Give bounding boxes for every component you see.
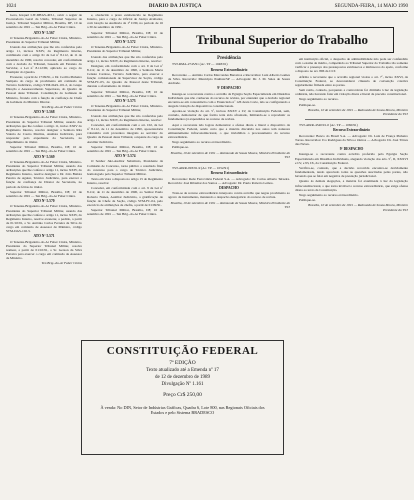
paragraph: Nego seguimento ao recurso extraordinário. xyxy=(299,192,359,197)
paragraph: Nego seguimento ao recurso. xyxy=(299,97,339,102)
paragraph: O Senhor Juiz-Auditor Substituto, Presidente da Comissão de Concurso, torna público o resultado final do concurso para o cargo de Técnico Judiciário, homologado pelo Superior Tribunal Militar. xyxy=(87,159,163,176)
paragraph: Publique-se. xyxy=(172,145,189,150)
act-heading: ATO Nº 5.569 xyxy=(33,154,55,159)
paragraph: Usando das atribuições que lhe são conferidas pelo artigo 11, inciso XXIV, do Regimento Interno, resolve: xyxy=(87,113,163,122)
signature: Brasília, 10 de setembro de 1991 — Raimundo de Souza Moura, Ministro Presidente do TST xyxy=(308,203,408,212)
paragraph: Conceder, em conformidade com o art. 9 da Lei nº 8.112, de 11 de dezembro de 1990, ao Senhor Paulo Roberto Nunes, Auxiliar Judiciário, a gratificação de função de Chefe de Seção, código STM-FC-04, pelo exercício de atribuições de chefia, a partir de 01/09/91. xyxy=(87,186,163,207)
case-number: TST-AIRR-4340/91-0 (Ac. TP — 1060/91) xyxy=(299,123,358,128)
paragraph: e, obedecido o prazo estabelecido no Regimento Interno, para o cargo de Oficial de Justiça Avaliador, com lotação na Auditoria da 1ª CJM, no período de 16 a 30 de setembro de 1991. xyxy=(87,13,163,30)
constitution-advertisement xyxy=(81,340,284,455)
paragraph: Usando das atribuições que lhe são conferidas pelo artigo 11, inciso XXIV, do Regimento Interno, resolve: xyxy=(87,54,163,63)
act-heading: ATO Nº 5.570 xyxy=(33,199,55,204)
case-number: TST-RMA-2745/91 (Ac. TP — 1048/91) xyxy=(172,62,228,67)
paragraph: Nego seguimento ao recurso extraordinário. xyxy=(172,140,232,145)
signature: Brasília, 10 de setembro de 1991 — Raimundo de Souza Moura, Ministro Presidente do TST xyxy=(170,200,290,209)
act-heading: ATO Nº 5.568 xyxy=(33,110,55,115)
act-heading: ATO Nº 5.572 xyxy=(114,39,136,44)
paragraph: O Tenente-Brigadeiro-do-Ar Faber Cintra, Ministro-Presidente do Superior Tribunal Militar, usando das atribuições que lhe confere o artigo 11, inciso XXIV, do Regimento Interno, resolve designar o Dr. João Batista Pereira de Aguiar, Técnico Judiciário, para exercer a função de confiança de Diretor de Secretaria, no período de férias do titular. xyxy=(6,159,82,189)
paragraph: O Tenente-Brigadeiro-do-Ar Faber Cintra, Ministro-Presidente do Superior Tribunal Militar, usando das atribuições que lhe confere o artigo 11, inciso XXIV, do Regimento Interno, resolve exonerar, a pedido, a partir de 01/10/91, o Sr. Antônio Carlos Ferreira da Silva do cargo em comissão de Assessor de Ministro, código STM-DAS-102.3. xyxy=(6,204,82,234)
divider xyxy=(178,162,280,163)
ad-edition: 7ª EDIÇÃO xyxy=(169,360,196,366)
paragraph: Quanto às demais alegações, a matéria foi examinada à luz da legislação infraconstitucional, o que torna inviável o recurso extraordinário, que exige ofensa direta ao texto da Constituição. xyxy=(295,179,408,192)
paragraph: Designar, em conformidade com o art. 9 da Lei nº 8.112, de 11 de dezembro de 1990, a Senhora Maria Celeste Cardoso, Técnico Judiciário, para exercer a função comissionada de Supervisor de Seção, código STM-FC-05, do Quadro de Pessoal deste Tribunal, durante o afastamento do titular. xyxy=(87,63,163,89)
signature: Ten Brig.-do-Ar Faber Cintra xyxy=(41,104,82,109)
ad-price: Preço Cr$ 250,00 xyxy=(163,392,202,398)
page-number: 1024 xyxy=(6,4,16,9)
journal-title: DIARIO DA JUSTIÇA xyxy=(148,4,202,9)
paragraph: O Tenente-Brigadeiro-do-Ar Faber Cintra, Ministro-Presidente do Superior Tribunal Militar, resolve nomear, a partir de 01/10/91, o Sr. Gerson da Silva Ferreira para exercer o cargo em comissão de Assessor de Ministro. xyxy=(6,239,82,260)
paragraph: Gera, Izaquel LIT-DHAS-403.1, ouvir o seguir de Procuradoria Geral da União, Tribunal Superior de Justiça. Tribunal Superior Militar, Brasília, DF, 10 de setembro de 1991 — Ten Brig.-do-Ar Faber Cintra. xyxy=(6,13,82,30)
act-heading: ATO Nº 5.574 xyxy=(114,154,136,159)
case-subtitle: Recurso Extraordinário xyxy=(210,171,248,176)
ad-sale-info: À venda: No DIN, Setor de Indústrias Gráficas, Quadra 6, Lote 800, nas Regionais Oficiais dos Estados e pelo Sistema BRADESCO xyxy=(100,405,265,415)
paragraph: Usando das atribuições que lhe são conferidas pelo artigo 11, incisos XXIV, da Regimento Interno, combinado com o artigo 61 da Lei nº 8.112, de 11 de dezembro de 1990, resolve conceder, em conformidade com a decisão do Tribunal, baseada em Estatuto do Servidor, a Lei nº 8.112/90, aplicado ao cargo do Exemplar do Quadro. xyxy=(6,45,82,74)
despacho-heading: 9º DESPACHO xyxy=(339,147,364,152)
ad-publication-number: Divulgação Nº 1.161 xyxy=(161,382,204,387)
paragraph: Aponta-se violação do art. 5º, incisos XXXV e LV, da Constituição Federal, sem, contudo, demonstrar de que forma teria sido afrontado, limitando-se a reproduzir os fundamentos já expendidos no recurso de revista. xyxy=(168,109,290,122)
paragraph: Afirma a recorrente que o acórdão regional violou o art. 7º, inciso XXVI, da Constituição Federal, ao desconsiderar cláusula de convenção coletiva regularmente firmada entre as partes. xyxy=(295,74,408,87)
paragraph: Superior Tribunal Militar, Brasília, DF, 10 de setembro de 1991 — Ten Brig.-do-Ar Faber Cintra. xyxy=(6,145,82,154)
case-subtitle: Recurso Extraordinário xyxy=(210,67,248,72)
despacho-heading: 9º DESPACHO xyxy=(217,86,241,91)
ad-text-line: de 12 de dezembro de 1989 xyxy=(154,375,211,380)
paragraph: em instituição oficial, o despacho de admissibilidade não pode ser confundido com o exame de mérito, competindo ao Tribunal Superior do Trabalho tão somente verificar a presença dos pressupostos extrínsecos e intrínsecos do apelo, conforme o disposto no art. 896 da CLT. xyxy=(295,57,408,74)
ad-text-line: Texto atualizado até a Emenda nº 17 xyxy=(146,368,219,373)
paragraph: Exonerar, a partir de 17/09/91, o Dr. Cecilia Pinheiro Sampaio do cargo de provimento em comissão de Técnico Judiciário, código STM-DAS-101.2, do Grupo Direção e Assessoramento Superiores, do Quadro de Pessoal deste Tribunal. Constituição do Gabinete de Ministro, ficando com a função de confiança de Chefe de Gabinete do Ministro Diretor. xyxy=(6,75,82,104)
paragraph: Superior Tribunal Militar, Brasília, DF, 10 de setembro de 1991 — Ten Brig.-do-Ar Faber Cintra. xyxy=(6,189,82,198)
column-4 xyxy=(295,13,408,497)
paragraph: Aqui o recorrente não logrou demonstrar a ofensa direta e literal a dispositivo da Constituição Federal, sendo certo que a matéria discutida nos autos tem natureza eminentemente infraconstitucional, o que inviabiliza o processamento do recurso extraordinário. xyxy=(168,122,290,139)
paragraph: Superior Tribunal Militar, Brasília, DF, 10 de setembro de 1991 — Ten Brig.-do-Ar Faber Cintra. xyxy=(87,144,163,153)
paragraph: Superior Tribunal Militar, Brasília, DF, 10 de setembro de 1991 — Ten Brig.-do-Ar Faber Cintra. xyxy=(87,89,163,98)
paragraph: O Tenente-Brigadeiro-do-Ar Faber Cintra, Ministro-Presidente do Superior Tribunal Militar, xyxy=(87,45,163,54)
paragraph: Conceder, em conformidade com o art. 102, da Lei nº 8.112, de 11 de dezembro de 1990, aposentadoria voluntária com proventos integrais ao servidor do Quadro de Pessoal deste Tribunal, ocupante do cargo de Auxiliar Judiciário. xyxy=(87,123,163,144)
act-heading: ATO Nº 5.567 xyxy=(33,30,55,35)
paragraph: Superior Tribunal Militar, Brasília, DF, 10 de setembro de 1991 — Ten Brig.-do-Ar Faber Cintra. xyxy=(87,208,163,217)
paragraph: Verifica-se, contudo, que a decisão recorrida encontra-se devidamente fundamentada, tendo apreciado todas as questões suscitadas pelas partes, não havendo que se falar em negativa de prestação jurisdicional. xyxy=(295,165,408,179)
signature: Brasília, 10 de setembro de 1991 — Raimundo de Souza Moura, Ministro Presidente do TST xyxy=(308,107,408,117)
paragraph: Insurge-se a recorrente contra o acórdão da Egrégia Seção Especializada em Dissídios Individuais que não conheceu do recurso de revista, por entender que a decisão regional encontra-se em consonância com o Enunciado nº 126 desta Corte, não se configurando a alegada violação de dispositivos constitucionais. xyxy=(168,91,290,108)
paragraph: Recorrente: Banco do Brasil S.A. — Advogado: Dr. Luiz de França Pinheiro Torres. Recorridos: Ivo Rodrigues da Silva e Outros — Advogado: Dr. José Tôrres das Neves. xyxy=(295,133,408,146)
paragraph: Recorrente: Rede Ferroviária Federal S.A. — Advogado: Dr. Carlos Alberto Teixeira. Recorrido: José Ribamar dos Santos — Advogado: Dr. Paulo Roberto Lemos. xyxy=(168,176,290,185)
paragraph: Publique-se. xyxy=(299,102,316,107)
paragraph: Publique-se. xyxy=(299,198,316,203)
paragraph: Trata-se de recurso extraordinário interposto contra acórdão que negou provimento ao agravo de instrumento, mantendo o despacho denegatório do recurso de revista. xyxy=(168,191,290,200)
case-number: TST-AIRR-093/91-9 (Ac. TP — 1052/91) xyxy=(172,165,230,170)
page-date: SEGUNDA-FEIRA, 14 MAIO 1990 xyxy=(334,4,408,9)
column-1 xyxy=(6,13,82,497)
paragraph: O Tenente-Brigadeiro-do-Ar Faber Cintra, Ministro-Presidente do Superior Tribunal Militar, xyxy=(87,104,163,113)
despacho-heading: DESPACHO xyxy=(219,185,239,190)
act-heading: ATO Nº 5.571 xyxy=(33,234,55,239)
section-heading-presidencia: Presidência xyxy=(217,56,241,61)
act-heading: ATO Nº 5.573 xyxy=(114,99,136,104)
case-subtitle: Recurso Extraordinário xyxy=(333,128,370,133)
paragraph: Insurge-se o recorrente contra acórdão proferido pela Egrégia Seção Especializada em Dissídios Individuais, alegando violação dos arts. 5º, II, XXXVI e LV, e 93, IX, da Constituição Federal. xyxy=(295,152,408,165)
paragraph: Texto em vista o disposto no artigo 15 do Regimento Interno, resolve: xyxy=(87,177,163,186)
paragraph: O Tenente-Brigadeiro-do-Ar Faber Cintra, Ministro-Presidente do Superior Tribunal Militar, usando das atribuições que lhe confere o artigo 11, inciso XXIV do Regimento Interno, resolve designar a Senhora Rita Valeria de Castro Martins, Analista Judiciário, para responder pelo expediente da Secretaria, no impedimento do titular. xyxy=(6,115,82,145)
signature: Brasília, 10 de setembro de 1991 — Raimundo de Souza Moura, Ministro Presidente do TST xyxy=(170,150,290,159)
ad-title: CONSTITUIÇÃO FEDERAL xyxy=(106,345,259,357)
divider xyxy=(305,119,398,120)
paragraph: Superior Tribunal Militar, Brasília, DF, 10 de setembro de 1991 — Ten Brig.-do-Ar Faber Cintra. xyxy=(87,30,163,39)
paragraph: O Tenente-Brigadeiro-do-Ar Faber Cintra, Ministro-Presidente do Superior Tribunal Militar, xyxy=(6,35,82,44)
section-title-tst: Tribunal Superior do Trabalho xyxy=(170,27,394,53)
paragraph: Recorrente — Antônio Carlos Marcondes Barreiros e Recorridos: Luiz Alberto Gomes da Silva. Recorrido: Município Paulista/SP — Advogada: Dr. J. M. Sales de Souza Andrade. xyxy=(168,72,290,86)
paragraph: Sem razão, contudo, porquanto a controvérsia foi dirimida à luz da legislação ordinária, não havendo falar em violação direta e literal de preceito constitucional. xyxy=(295,88,408,97)
signature: Ten Brig.-do-Ar Faber Cintra xyxy=(41,261,82,266)
page-header xyxy=(6,2,408,12)
